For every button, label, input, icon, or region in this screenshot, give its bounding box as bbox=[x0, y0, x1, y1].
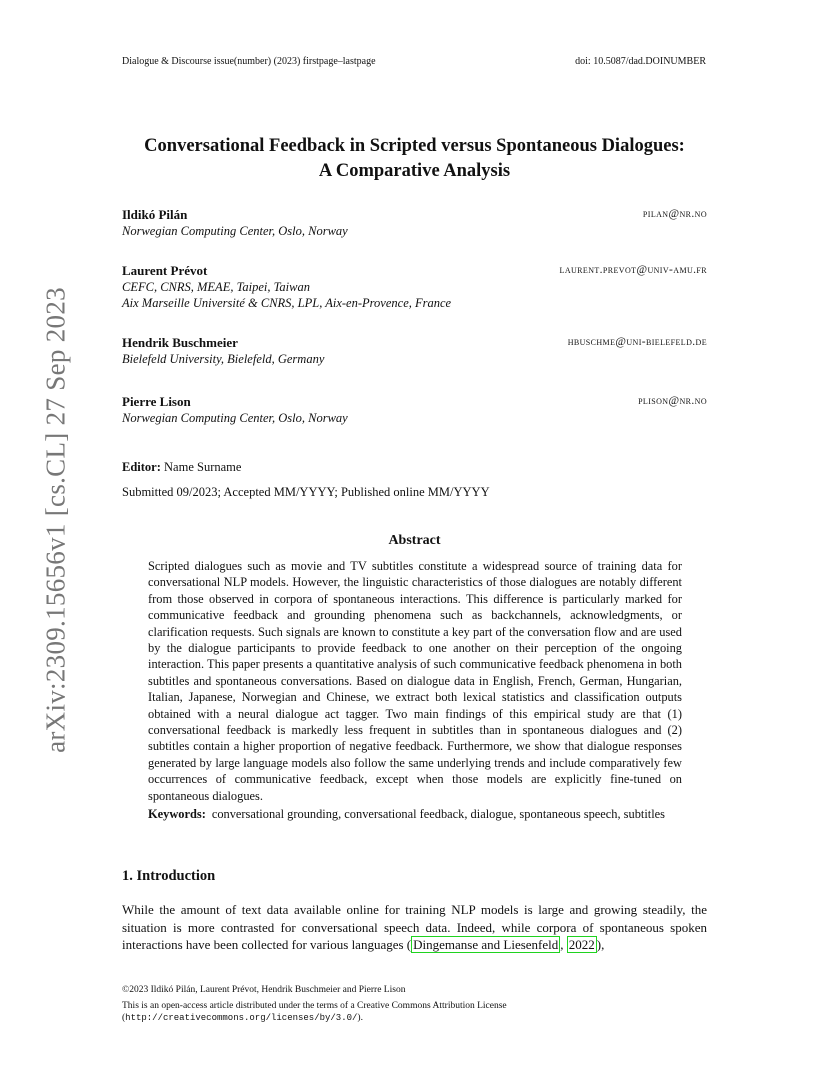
keywords-text: conversational grounding, conversational feedback, dialogue, spontaneous speech, subtitles bbox=[211, 807, 665, 821]
keywords-label: Keywords: bbox=[148, 807, 206, 821]
abstract-text: Scripted dialogues such as movie and TV subtitles constitute a widespread source of training data for conversational NLP models. However, the linguistic characteristics of those dialogues are notably different from those observed in corpora of spontaneous interactions. This difference is particularly marked for communicative feedback and grounding phenomena such as backchannels, acknowledgments, or clarification requests. Such signals are known to constitute a key part of the conversation flow and are used by the dialogue participants to provide feedback to one another on their perception of the ongoing interaction. This paper presents a quantitative analysis of such communicative feedback phenomena in both subtitles and spontaneous conversations. Based on dialogue data in English, French, German, Hungarian, Italian, Japanese, Norwegian and Chinese, we extract both lexical statistics and classification outputs obtained with a neural dialogue act tagger. Two main findings of this empirical study are that (1) conversational feedback is markedly less frequent in subtitles than in spontaneous dialogues and (2) subtitles contain a higher proportion of negative feedback. Furthermore, we show that dialogue responses generated by large language models also follow the same underlying trends and include comparatively few occurrences of communicative feedback, except when those models are explicitly fine-tuned on spontaneous dialogues. bbox=[148, 559, 682, 803]
author-block-4 bbox=[122, 394, 707, 426]
running-header-journal: Dialogue & Discourse issue(number) (2023) firstpage–lastpage bbox=[122, 56, 376, 67]
author-email: plison@nr.no bbox=[638, 395, 707, 407]
citation-link-year[interactable]: 2022 bbox=[568, 937, 595, 953]
citation-link-authors[interactable]: Dingemanse and Liesenfeld bbox=[413, 937, 559, 953]
copyright-footer: ©2023 Ildikó Pilán, Laurent Prévot, Hendrik Buschmeier and Pierre Lison bbox=[122, 985, 406, 995]
citation-separator: , bbox=[560, 937, 567, 953]
abstract-heading: Abstract bbox=[388, 533, 441, 548]
author-block-1 bbox=[122, 207, 707, 239]
author-affiliation: CEFC, CNRS, MEAE, Taipei, Taiwan bbox=[122, 280, 310, 294]
license-url-line bbox=[122, 1013, 363, 1023]
author-affiliation: Norwegian Computing Center, Oslo, Norway bbox=[122, 224, 348, 238]
submission-dates: Submitted 09/2023; Accepted MM/YYYY; Published online MM/YYYY bbox=[122, 485, 490, 499]
license-paren-close: ). bbox=[357, 1013, 363, 1023]
running-header-doi: doi: 10.5087/dad.DOINUMBER bbox=[575, 56, 706, 67]
license-paren-open: ( bbox=[122, 1013, 126, 1023]
license-url-link[interactable]: http://creativecommons.org/licenses/by/3.0/ bbox=[125, 1013, 358, 1023]
author-affiliation-2: Aix Marseille Université & CNRS, LPL, Aix-en-Provence, France bbox=[122, 296, 452, 310]
editor-line bbox=[122, 460, 241, 475]
author-email: laurent.prevot@univ-amu.fr bbox=[559, 264, 707, 276]
introduction-paragraph bbox=[122, 901, 707, 954]
author-name: Pierre Lison bbox=[122, 394, 191, 409]
author-name: Hendrik Buschmeier bbox=[122, 335, 238, 350]
author-email: pilan@nr.no bbox=[642, 208, 707, 220]
author-affiliation: Bielefeld University, Bielefeld, Germany bbox=[122, 352, 325, 366]
title-line-1: Conversational Feedback in Scripted versus Spontaneous Dialogues: bbox=[144, 136, 685, 156]
title-line-2: A Comparative Analysis bbox=[318, 161, 511, 181]
license-footer: This is an open-access article distributed under the terms of a Creative Commons Attribution License bbox=[122, 1001, 507, 1011]
author-block-2 bbox=[122, 263, 707, 311]
arxiv-stamp: arXiv:2309.15656v1 [cs.CL] 27 Sep 2023 bbox=[40, 287, 71, 753]
author-block-3 bbox=[122, 335, 707, 367]
intro-text: While the amount of text data available online for training NLP models is large and growing steadily, the situation is more contrasted for conversational speech data. Indeed, while corpora of spontaneous spoken interactions have been collected for various languages ( bbox=[122, 902, 707, 953]
paper-title bbox=[122, 134, 707, 184]
intro-text-tail: ), bbox=[596, 937, 605, 953]
author-email: hbuschme@uni-bielefeld.de bbox=[567, 336, 707, 348]
editor-label: Editor: bbox=[122, 460, 161, 474]
section-heading-introduction: 1. Introduction bbox=[122, 868, 216, 884]
keywords bbox=[148, 806, 682, 822]
author-name: Laurent Prévot bbox=[122, 263, 208, 278]
author-name: Ildikó Pilán bbox=[122, 207, 188, 222]
editor-name: Name Surname bbox=[164, 460, 242, 474]
author-affiliation: Norwegian Computing Center, Oslo, Norway bbox=[122, 411, 348, 425]
